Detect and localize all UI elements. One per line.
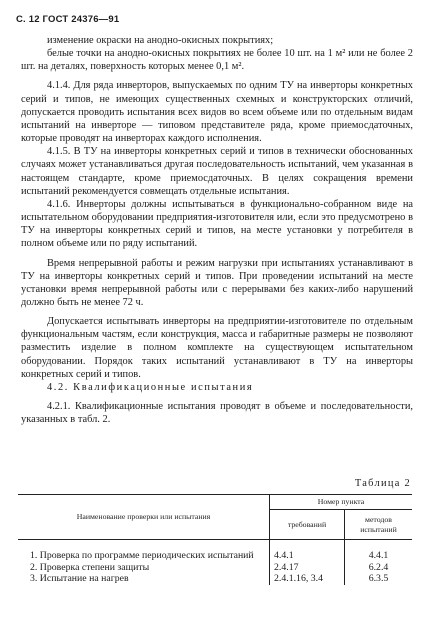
column-header-requirements: требований bbox=[270, 510, 345, 540]
paragraph-4-1-5: 4.1.5. В ТУ на инверторы конкретных серий и типов в технически обоснованных случаях может устанавливаться другая последовательность испытаний, чем указанная в настоящем стандарте, кроме приемосдаточных. В целях сокращения времени испытаний рекомендуется совмещать отдельные испытания. bbox=[21, 146, 413, 197]
paragraph-4-2-1: 4.2.1. Квалификационные испытания проводят в объеме и последовательности, указанных в табл. 2. bbox=[21, 401, 413, 426]
paragraph: Время непрерывной работы и режим нагрузки при испытаниях устанавливают в ТУ на инверторы конкретных серий и типов. При проведении испытаний на месте установки время непрерывной работы или с перерывами без каких-либо нарушений должно быть не менее 72 ч. bbox=[21, 257, 413, 308]
cell-req: 4.4.1 bbox=[270, 540, 345, 562]
column-header-methods: методов испытаний bbox=[345, 510, 413, 540]
table-caption: Таблица 2 bbox=[354, 478, 411, 489]
cell-req: 2.4.1.16, 3.4 bbox=[270, 573, 345, 585]
cell-req: 2.4.17 bbox=[270, 562, 345, 574]
cell-name: 1. Проверка по программе периодических испытаний bbox=[18, 540, 270, 562]
column-header-name: Наименование проверки или испытания bbox=[18, 495, 270, 540]
cell-met: 6.3.5 bbox=[368, 573, 389, 584]
cell-name: 3. Испытание на нагрев bbox=[18, 573, 270, 585]
table-row bbox=[18, 562, 412, 574]
paragraph-4-1-6: 4.1.6. Инверторы должны испытываться в функционально-собранном виде на испытательном оборудовании предприятия-изготовителя или, если это предусмотрено в ТУ на инверторы конкретных серий и типов, на месте установки у потребителя в полном объеме или по ряду испытаний. bbox=[21, 198, 413, 250]
data-table bbox=[18, 494, 412, 585]
paragraph: Допускается испытывать инверторы на предприятии-изготовителе по отдельным функциональным частям, если конструкция, масса и габаритные размеры не позволяют разместить изделие в полном комплекте на существующем испытательном оборудовании. Порядок таких испытаний устанавливают в ТУ на инверторы конкретных серий и типов. bbox=[21, 316, 413, 380]
column-header-group: Номер пункта bbox=[270, 495, 413, 510]
cell-met: 4.4.1 bbox=[368, 550, 389, 561]
page-header: С. 12 ГОСТ 24376—91 bbox=[16, 14, 120, 25]
cell-met: 6.2.4 bbox=[368, 561, 389, 573]
section-title: 4.2. Квалификационные испытания bbox=[47, 381, 254, 393]
body-text bbox=[21, 34, 413, 426]
paragraph: белые точки на анодно-окисных покрытиях не более 10 шт. на 1 м² или не более 2 шт. на деталях, поверхность которых менее 0,1 м². bbox=[21, 48, 413, 73]
paragraph: изменение окраски на анодно-окисных покрытиях; bbox=[47, 35, 274, 46]
table-row bbox=[18, 573, 412, 585]
cell-name: 2. Проверка степени защиты bbox=[18, 562, 270, 574]
table-row bbox=[18, 540, 412, 562]
paragraph-4-1-4: 4.1.4. Для ряда инверторов, выпускаемых по одним ТУ на инверторы конкретных серий и типов, не имеющих существенных схемных и конструкторских отличий, допускается проводить испытания всех видов во всем объеме или по отдельным видам испытаний на инверторе — типовом представителе ряда, кроме приемосдаточных, которые проводят на инверторах каждого исполнения. bbox=[21, 80, 413, 145]
